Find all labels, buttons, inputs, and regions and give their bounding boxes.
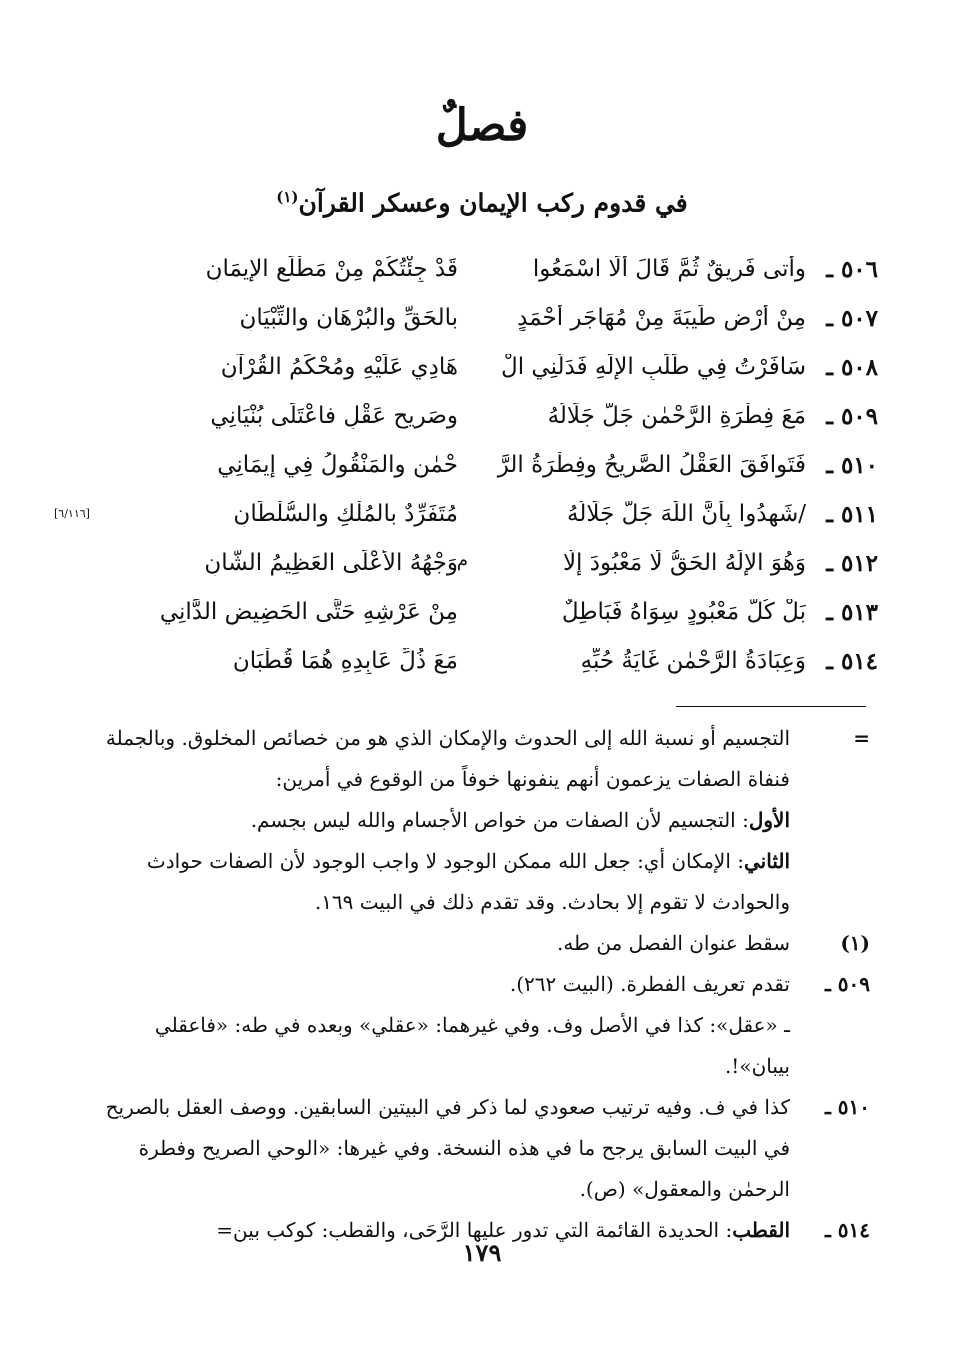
verse-second-hemistich: قَدْ جِئْتُكُمْ مِنْ مَطْلَعِ الإِيمَانِ: [205, 256, 458, 282]
verse-first-hemistich: سَافَرْتُ فِي طَلَبِ الإلَهِ فَدَلَّنِي الْ: [501, 354, 806, 380]
verse-second-hemistich: مِنْ عَرْشِهِ حَتَّى الحَضِيضِ الدَّانِي: [159, 599, 458, 625]
verse-row: [88, 250, 878, 299]
verse-first-hemistich: مِنْ أرْضِ طَيبَةَ مِنْ مُهَاجَرِ أحْمَدٍ: [517, 305, 806, 331]
footnote: [86, 800, 870, 841]
footnote-label: ٥١٤ ـ: [824, 1218, 870, 1242]
verse-number: ٥٠٩ ـ: [826, 403, 878, 430]
verse-first-hemistich: وَهُوَ الإلَهُ الحَقُّ لَا مَعْبُودَ إلَّا: [562, 550, 806, 576]
verse-row: [88, 397, 878, 446]
verse-first-hemistich: مَعَ فِطْرَةِ الرَّحْمٰنِ جَلَّ جَلَالُهُ: [547, 403, 806, 429]
verse-first-hemistich: بَلْ كُلُّ مَعْبُودٍ سِوَاهُ فَبَاطِلٌ: [561, 599, 806, 625]
footnote-text: ـ «عقل»: كذا في الأصل وف. وفي غيرهما: «عقلي» وبعده في طه: «فاعقلي بيبان»!.: [154, 1013, 790, 1078]
verse-list: [54, 250, 878, 691]
footnote: [86, 1005, 870, 1087]
footnote-label: =: [853, 726, 870, 750]
verse-second-hemistich: بالحَقِّ والبُرْهَانِ والتِّبْيَانِ: [239, 305, 458, 331]
footnote-label: (١): [840, 931, 870, 955]
verse-number: ٥٠٦ ـ: [826, 256, 878, 283]
footnotes: [86, 718, 870, 1251]
verse-number: ٥١٠ ـ: [826, 452, 878, 479]
footnote-term: الأول: [748, 808, 790, 832]
footnote-text: كذا في ف. وفيه ترتيب صعودي لما ذكر في البيتين السابقين. ووصف العقل بالصريح في البيت السابق يرجح ما في هذه النسخة. وفي غيرها: «الوحي الصريح وفطرة الرحمٰن والمعقول» (ص).: [105, 1095, 790, 1201]
footnote-text: : الإمكان أي: جعل الله ممكن الوجود لا واجب الوجود لأن الصفات حوادث والحوادث لا تقوم إلا بحادث. وقد تقدم ذلك في البيت ١٦٩.: [146, 849, 790, 914]
footnote: [86, 1087, 870, 1210]
verse-number: ٥١٢ ـ: [826, 550, 878, 577]
footnote-text: سقط عنوان الفصل من طه.: [556, 931, 790, 955]
manuscript-page-mark: [٦/١١٦]: [54, 507, 90, 520]
verse-first-hemistich: فَتَوافَقَ العَقْلُ الصَّرِيحُ وفِطْرَةُ الرَّ: [497, 452, 806, 478]
footnote-text: التجسيم أو نسبة الله إلى الحدوث والإمكان الذي هو من خصائص المخلوق. وبالجملة فنفاة الصفات يزعمون أنهم ينفونها خوفاً من الوقوع في أمرين:: [105, 726, 790, 791]
footnote-label: ٥١٠ ـ: [824, 1095, 870, 1119]
footnote: [86, 923, 870, 964]
verse-number: ٥١٤ ـ: [826, 648, 878, 675]
verse-number: ٥١٣ ـ: [826, 599, 878, 626]
verse-second-hemistich: مَعَ ذُلِّ عَابِدِهِ هُمَا قُطْبَانِ: [232, 648, 458, 674]
section-heading: فصلٌ: [435, 100, 529, 151]
page-number: ١٧٩: [462, 1238, 502, 1267]
verse-first-hemistich: وَعِبَادَةُ الرَّحْمٰنِ غَايَةُ حُبِّهِ: [580, 648, 806, 674]
verse-row: [88, 299, 878, 348]
verse-second-hemistich: حْمٰنِ والمَنْقُولُ فِي إيمَانِي: [217, 452, 458, 478]
verse-second-hemistich: وَجْهُهُ الأعْلَى العَظِيمُ الشَّانِ: [204, 550, 458, 576]
verse-second-hemistich: هَادِي عَلَيْهِ ومُحْكَمُ القُرْآنِ: [220, 354, 458, 380]
verse-second-hemistich: مُتَفَرِّدٌ بالمُلْكِ والسُّلْطَانِ: [233, 501, 458, 527]
verse-row: [88, 446, 878, 495]
verse-number: ٥١١ ـ: [826, 501, 878, 528]
footnote-text: : التجسيم لأن الصفات من خواص الأجسام والله ليس بجسم.: [250, 808, 749, 832]
verse-first-hemistich: /شَهِدُوا بِأنَّ اللّٰهَ جَلَّ جَلَالُهُ: [567, 501, 806, 527]
verse-row: [88, 348, 878, 397]
section-subtitle: [0, 188, 964, 217]
footnote-term: القطب: [732, 1218, 790, 1242]
footnote: [86, 841, 870, 923]
verse-number: ٥٠٧ ـ: [826, 305, 878, 332]
verse-row: [54, 495, 878, 544]
verse-row: [88, 544, 878, 593]
verse-row: [88, 593, 878, 642]
subtitle-text: في قدوم ركب الإيمان وعسكر القرآن: [298, 188, 688, 218]
verse-second-hemistich: وصَرِيحِ عَقْلٍ فاعْتَلَى بُنْيَانِي: [210, 403, 458, 429]
footnote-text: تقدم تعريف الفطرة. (البيت ٢٦٢).: [509, 972, 790, 996]
manuscript-symbol: م: [456, 550, 468, 571]
footnote-divider: [676, 706, 866, 707]
footnote: [86, 718, 870, 800]
footnote-text: : الحديدة القائمة التي تدور عليها الرَّحَى، والقطب: كوكب بين=: [216, 1218, 733, 1242]
footnote-label: ٥٠٩ ـ: [824, 972, 870, 996]
verse-row: [88, 642, 878, 691]
subtitle-footnote-ref: (١): [276, 188, 299, 206]
verse-first-hemistich: وأتى فَريقٌ ثُمَّ قَالَ ألَا اسْمَعُوا: [532, 256, 806, 282]
verse-number: ٥٠٨ ـ: [826, 354, 878, 381]
footnote-term: الثاني: [743, 849, 790, 873]
footnote: [86, 964, 870, 1005]
